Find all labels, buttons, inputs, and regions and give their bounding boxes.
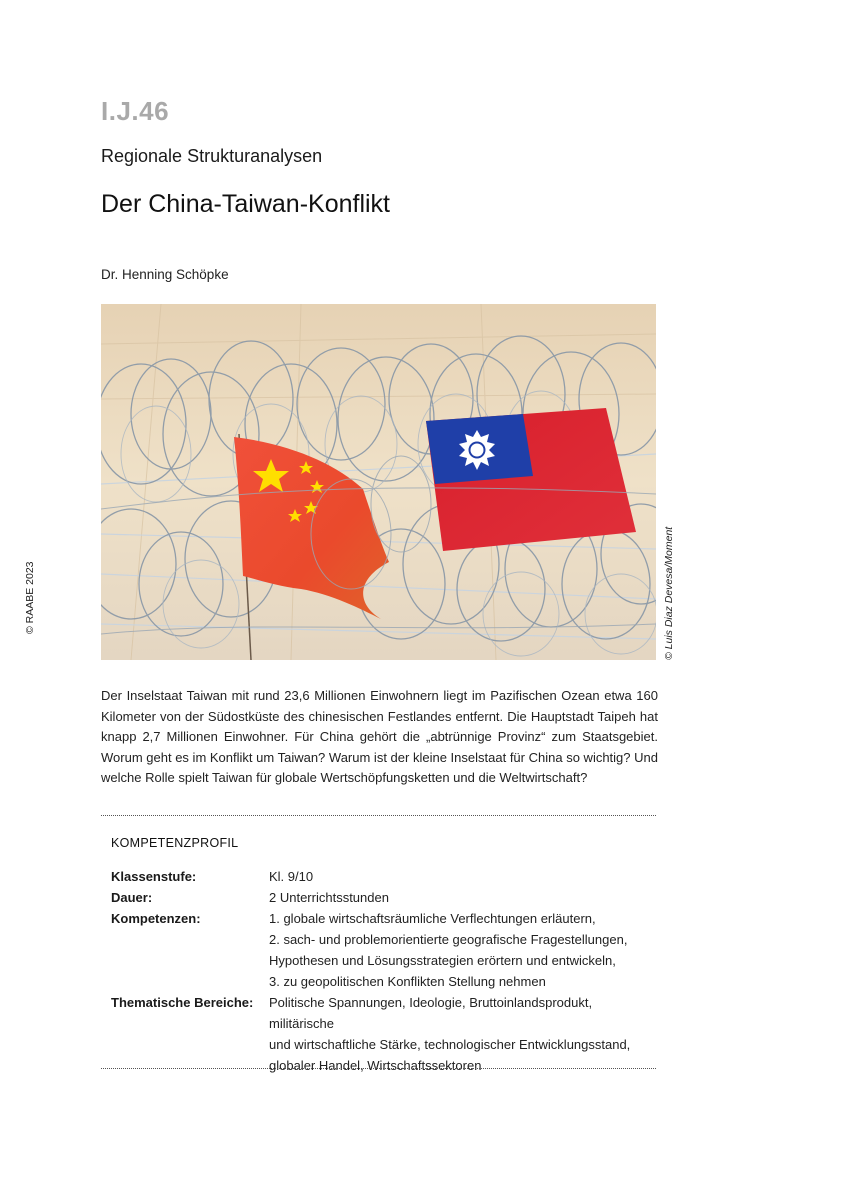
topic-line: globaler Handel, Wirtschaftssektoren — [269, 1058, 482, 1073]
competence-line: 1. globale wirtschaftsräumliche Verflechtungen erläutern, — [269, 911, 596, 926]
profile-value — [269, 992, 656, 1076]
competence-line: 3. zu geopolitischen Konflikten Stellung nehmen — [269, 974, 546, 989]
profile-value: 2 Unterrichtsstunden — [269, 890, 389, 905]
intro-paragraph: Der Inselstaat Taiwan mit rund 23,6 Millionen Einwohnern liegt im Pazifischen Ozean etwa 160 Kilometer von der Südostküste des chinesischen Festlandes entfernt. Die Hauptstadt Taipeh hat knapp 2,7 Millionen Einwohner. Für China gehört die „abtrünnige Provinz“ zum Staatsgebiet. Worum geht es im Konflikt um Taiwan? Warum ist der kleine Inselstaat für China so wichtig? Und welche Rolle spielt Taiwan für globale Wertschöpfungsketten und die Weltwirtschaft? — [101, 688, 658, 785]
competence-profile — [111, 866, 656, 1076]
divider-bottom — [101, 1068, 656, 1069]
profile-label: Kompetenzen: — [111, 911, 201, 926]
profile-row-competences — [111, 908, 656, 992]
competence-line: Hypothesen und Lösungsstrategien erörtern und entwickeln, — [269, 953, 616, 968]
competence-profile-heading: KOMPETENZPROFIL — [111, 836, 239, 850]
competence-line: 2. sach- und problemorientierte geografische Fragestellungen, — [269, 932, 628, 947]
profile-row-duration — [111, 887, 656, 908]
page-title: Der China-Taiwan-Konflikt — [101, 190, 391, 218]
profile-label: Dauer: — [111, 890, 153, 905]
photo-credit: © Luis Diaz Devesa/Moment — [663, 526, 675, 660]
author: Dr. Henning Schöpke — [101, 267, 229, 282]
publisher-copyright: © RAABE 2023 — [24, 561, 36, 634]
profile-row-grade — [111, 866, 656, 887]
series-title: Regionale Strukturanalysen — [101, 146, 323, 166]
profile-label: Klassenstufe: — [111, 869, 197, 884]
profile-value — [269, 908, 656, 992]
topic-line: Politische Spannungen, Ideologie, Bruttoinlandsprodukt, militärische — [269, 995, 593, 1031]
document-code: I.J.46 — [101, 96, 170, 126]
divider-top — [101, 815, 656, 816]
profile-row-topics — [111, 992, 656, 1076]
profile-value: Kl. 9/10 — [269, 869, 314, 884]
profile-label: Thematische Bereiche: — [111, 995, 254, 1010]
topic-line: und wirtschaftliche Stärke, technologischer Entwicklungsstand, — [269, 1037, 631, 1052]
cover-photo — [101, 304, 656, 660]
